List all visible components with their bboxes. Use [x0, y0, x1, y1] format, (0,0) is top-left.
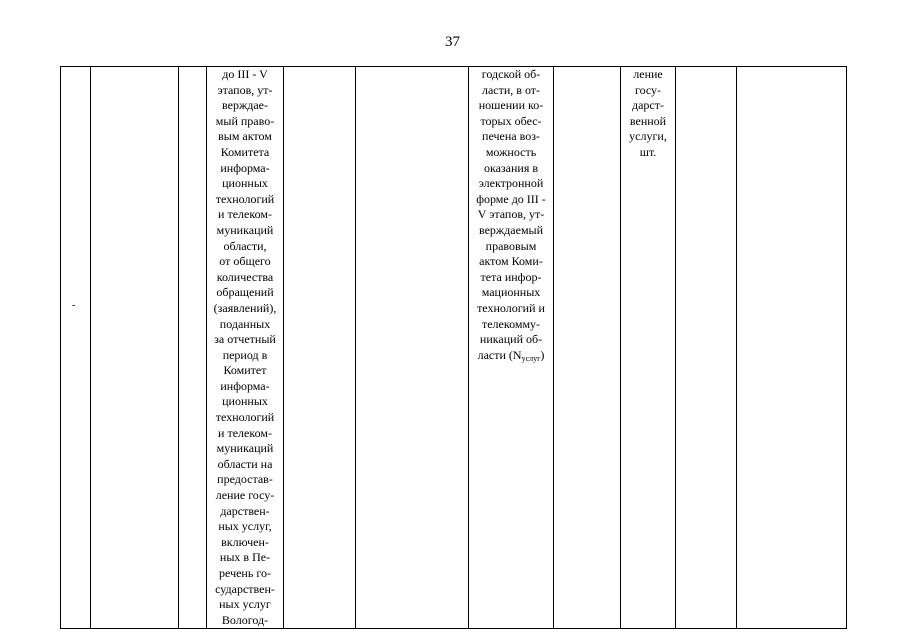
page-number: 37 [445, 34, 460, 50]
cell-text-line: предостав- [217, 472, 273, 487]
cell-text-line: ление [633, 67, 663, 81]
cell-text-line: речень го- [219, 566, 271, 580]
table-cell-col1 [61, 67, 91, 629]
cell-text-line: от общего [219, 254, 271, 269]
cell-text-line: ных услуг, [218, 519, 272, 534]
cell-text-line: Вологод- [221, 612, 269, 627]
table-cell-col2 [91, 67, 179, 629]
cell-text-line: включен- [221, 534, 269, 549]
table-cell-col5 [284, 67, 356, 629]
cell-text-line: ных в Пе- [219, 550, 271, 565]
cell-text-line: информа- [220, 378, 270, 393]
cell-text-line: ных услуг [219, 597, 271, 612]
cell-text-line: годской об- [481, 67, 541, 81]
cell-text-line: за отчетный [214, 332, 276, 347]
cell-text-line: дарст- [632, 98, 664, 113]
cell-text-line: ношении ко- [478, 98, 544, 113]
cell-text-line: области, [223, 238, 267, 253]
cell-text-line: технологий и [477, 300, 545, 315]
cell-text-line: электронной [478, 176, 544, 191]
cell-text-line: телекомму- [481, 316, 541, 331]
cell-text-line: шт. [639, 144, 657, 159]
cell-text-line: венной [629, 113, 667, 128]
cell-text-line: форме до III - [476, 191, 546, 206]
cell-text-line: никаций об- [479, 332, 543, 347]
stray-mark: - [72, 300, 76, 311]
table-cell-col4 [207, 67, 284, 629]
cell-text-line: ционных [222, 176, 268, 191]
cell-text-line: актом Коми- [479, 254, 543, 269]
cell-text-line: вым актом [218, 129, 272, 144]
cell-text-line: ласти $(N_{услуг})$ [477, 347, 545, 363]
cell-text-line: ление госу- [215, 488, 275, 503]
table-cell-col6 [356, 67, 469, 629]
suffix-text: ) [540, 347, 545, 362]
cell-text-line: муникаций [216, 222, 274, 237]
cell-text-line: технологий [215, 410, 275, 425]
table-cell-col10 [676, 67, 737, 629]
cell-text-line: до III - V [222, 67, 268, 81]
cell-text-line: поданных [219, 316, 271, 331]
cell-text-line: количества [216, 269, 274, 284]
cell-text-line: верждаемый [478, 222, 544, 237]
cell-text-line: услуги, [629, 129, 667, 144]
cell-text-line: Комитета [220, 144, 270, 159]
cell-text-line: обращений [216, 285, 274, 300]
cell-text-line: госу- [634, 82, 662, 97]
cell-text-line: печена воз- [482, 129, 540, 144]
cell-text-line: можность [485, 144, 537, 159]
cell-text-line: верждае- [222, 98, 268, 113]
table-row [61, 67, 847, 629]
cell-text-line: ласти, в от- [481, 82, 541, 97]
cell-text-line: тета инфор- [480, 269, 542, 284]
cell-text-line: (заявлений), [213, 300, 277, 315]
cell-text-line: период в [222, 347, 268, 362]
cell-text-line: этапов, ут- [217, 82, 273, 97]
cell-text-line: муникаций [216, 441, 274, 456]
table-cell-col11 [737, 67, 847, 629]
cell-text-line: мационных [481, 285, 541, 300]
cell-text-line: ционных [222, 394, 268, 409]
cell-text-line: торых обес- [480, 113, 542, 128]
cell-text-line: области на [217, 456, 273, 471]
cell-text-line: дарствен- [220, 503, 270, 518]
cell-text-line: информа- [220, 160, 270, 175]
cell-text-line: и телеком- [218, 207, 272, 222]
cell-text-line: Комитет [223, 363, 267, 378]
cell-text-line: технологий [215, 191, 275, 206]
cell-text-line: мый право- [215, 113, 275, 128]
subscript-text: услуг [521, 353, 541, 363]
cell-text-line: оказания в [483, 160, 539, 175]
document-table [60, 66, 847, 629]
table-cell-col8 [554, 67, 621, 629]
table-cell-col9 [621, 67, 676, 629]
cell-text-line: правовым [485, 238, 537, 253]
cell-text-line: и телеком- [218, 425, 272, 440]
table-cell-col3 [179, 67, 207, 629]
cell-text-line: сударствен- [215, 581, 275, 596]
cell-text-line: V этапов, ут- [477, 207, 545, 222]
table-cell-col7 [469, 67, 554, 629]
